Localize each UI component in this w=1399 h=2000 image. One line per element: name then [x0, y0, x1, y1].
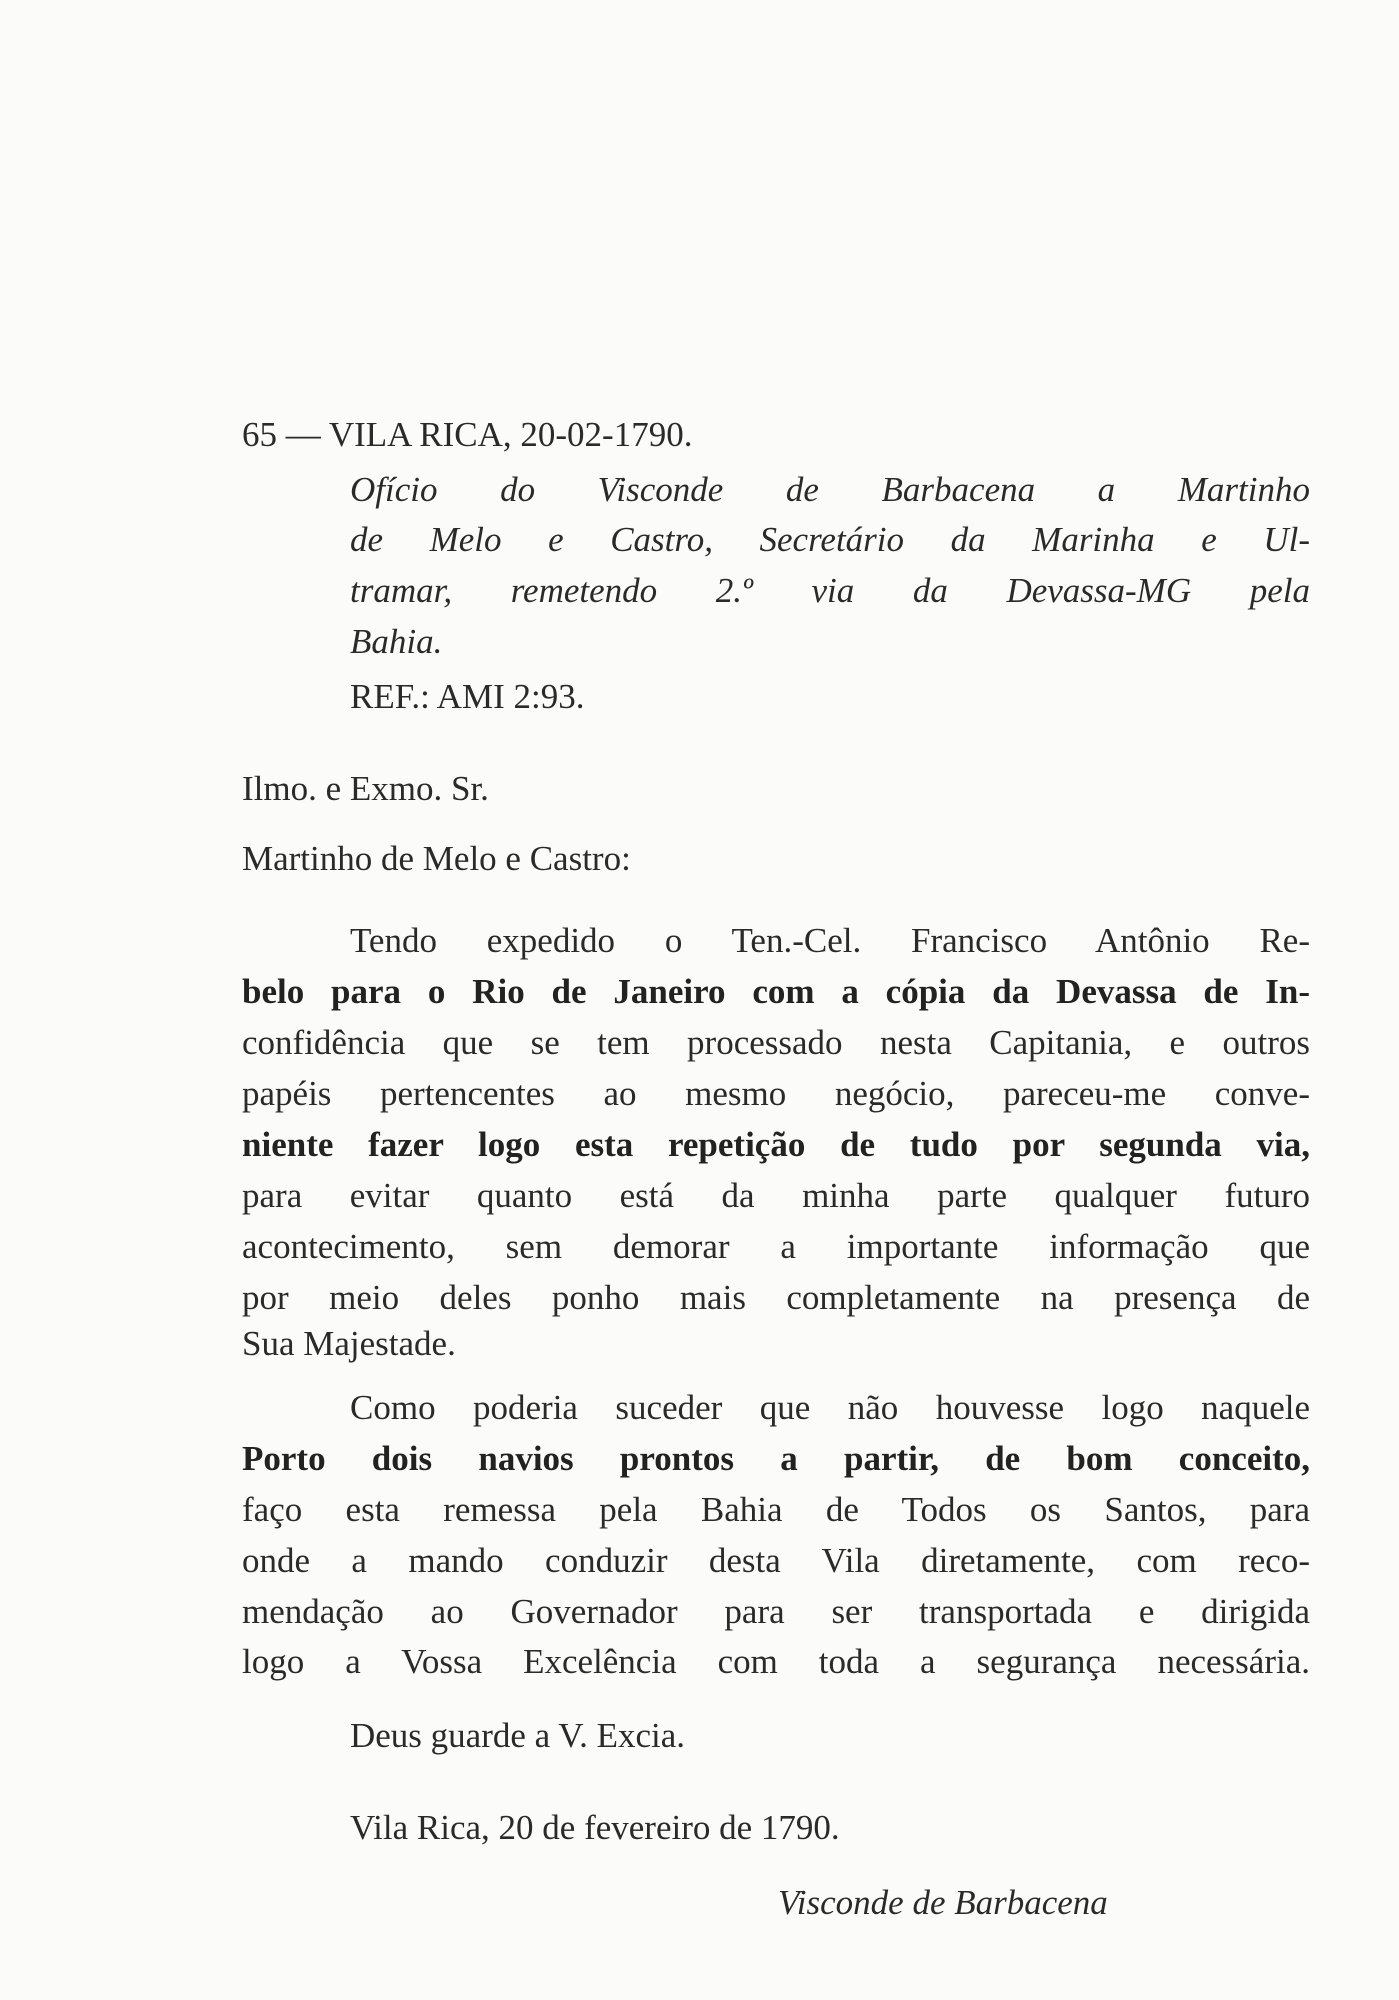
paragraph-line: mendação ao Governador para ser transportada e dirigida [242, 1592, 1310, 1631]
summary-line: Ofício do Visconde de Barbacena a Martinho [350, 470, 1310, 509]
paragraph-line: confidência que se tem processado nesta Capitania, e outros [242, 1023, 1310, 1062]
addressee: Martinho de Melo e Castro: [242, 839, 631, 878]
paragraph-line: belo para o Rio de Janeiro com a cópia da Devassa de In- [242, 972, 1310, 1011]
document-header: 65 — VILA RICA, 20-02-1790. [242, 415, 693, 454]
paragraph-line: Sua Majestade. [242, 1324, 456, 1363]
summary-line: de Melo e Castro, Secretário da Marinha e Ul- [350, 520, 1310, 559]
place-date: Vila Rica, 20 de fevereiro de 1790. [350, 1808, 840, 1847]
summary-line: tramar, remetendo 2.º via da Devassa-MG pela [350, 571, 1310, 610]
paragraph-line: logo a Vossa Excelência com toda a segurança necessária. [242, 1642, 1310, 1681]
paragraph-line: Porto dois navios prontos a partir, de bom conceito, [242, 1439, 1310, 1478]
paragraph-line: Como poderia suceder que não houvesse logo naquele [350, 1388, 1310, 1427]
paragraph-line: Tendo expedido o Ten.-Cel. Francisco Antônio Re- [350, 921, 1310, 960]
closing: Deus guarde a V. Excia. [350, 1716, 685, 1755]
paragraph-line: faço esta remessa pela Bahia de Todos os Santos, para [242, 1490, 1310, 1529]
paragraph-line: onde a mando conduzir desta Vila diretamente, com reco- [242, 1541, 1310, 1580]
paragraph-line: por meio deles ponho mais completamente na presença de [242, 1278, 1310, 1317]
reference: REF.: AMI 2:93. [350, 677, 585, 716]
paragraph-line: papéis pertencentes ao mesmo negócio, pareceu-me conve- [242, 1074, 1310, 1113]
summary-line: Bahia. [350, 622, 443, 661]
salutation: Ilmo. e Exmo. Sr. [242, 769, 489, 808]
paragraph-line: para evitar quanto está da minha parte qualquer futuro [242, 1176, 1310, 1215]
paragraph-line: niente fazer logo esta repetição de tudo por segunda via, [242, 1125, 1310, 1164]
signature: Visconde de Barbacena [778, 1883, 1108, 1922]
paragraph-line: acontecimento, sem demorar a importante informação que [242, 1227, 1310, 1266]
